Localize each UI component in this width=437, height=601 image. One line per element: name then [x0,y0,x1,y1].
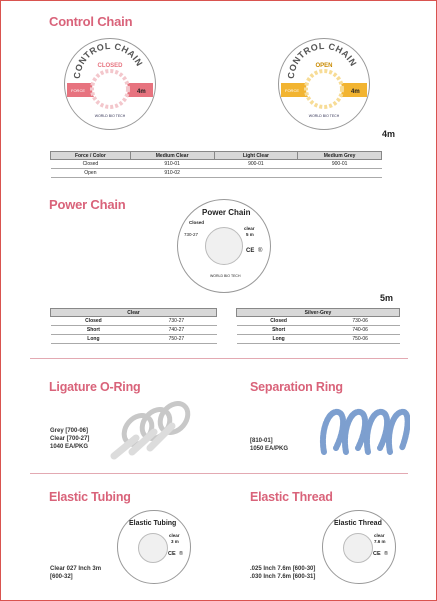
separation-line: [810-01] [250,438,273,444]
control-chain-open-arc: CONTROL CHAIN [285,40,359,80]
control-chain-open-force: FORCE [285,88,299,93]
thread-title: Elastic Thread [250,490,333,504]
table-cell: 900-01 [214,160,298,169]
tubing-line: Clear 027 Inch 3m [50,566,102,572]
section-divider [30,358,408,359]
power-reel-length: 5 m [246,232,254,237]
table-row [51,317,217,326]
control-table-header: Medium Clear [130,152,214,160]
table-cell [298,169,382,178]
ligature-title: Ligature O-Ring [49,380,141,394]
control-chain-length: 4m [382,129,396,139]
control-chain-open-length: 4m [351,89,360,95]
tubing-reel-clear: clear [169,533,180,538]
table-row [51,160,382,169]
control-chain-closed-label: CLOSED [97,63,123,69]
table-cell: Short [51,326,137,335]
control-chain-open-maker: WORLD BIO TECH [308,114,340,118]
power-table-clear-header: Clear [51,309,217,317]
tubing-reel-title: Elastic Tubing [129,520,177,527]
table-cell: 900-01 [298,160,382,169]
table-cell: Long [51,335,137,344]
table-cell: Closed [237,317,321,326]
table-cell: 750-27 [136,335,216,344]
power-chain-table-clear [50,308,217,344]
power-table-grey-header: Silver-Grey [237,309,400,317]
table-cell: 740-27 [136,326,216,335]
table-cell: Closed [51,160,131,169]
table-cell: Short [237,326,321,335]
thread-line: .025 Inch 7.6m [600-30] [250,566,316,572]
table-row [237,326,400,335]
power-chain-table-grey [236,308,400,344]
table-cell: 730-27 [136,317,216,326]
table-cell: Open [51,169,131,178]
tubing-reel-mark: ® [179,551,184,557]
power-reel-sub: Closed [189,220,205,225]
power-chain-length: 5m [380,293,394,303]
table-row [51,169,382,178]
control-chain-closed-force: FORCE [71,88,85,93]
power-reel-ce: CE [246,248,255,254]
control-chain-closed-arc: CONTROL CHAIN [71,40,145,80]
control-chain-title: Control Chain [49,14,133,29]
thread-reel-hole [343,533,373,563]
thread-reel-title: Elastic Thread [334,520,382,527]
control-chain-closed-maker: WORLD BIO TECH [94,114,126,118]
thread-reel-length: 7.6 m [374,539,386,544]
table-cell: 750-06 [321,335,400,344]
control-chain-closed-length: 4m [137,89,146,95]
ligature-line: Clear [700-27] [50,436,90,442]
control-table-header: Force / Color [51,152,131,160]
thread-reel-clear: clear [374,533,385,538]
control-chain-table [50,151,382,178]
tubing-line: [600-32] [50,574,73,580]
tubing-reel [117,510,191,584]
table-cell: 910-01 [130,160,214,169]
power-reel-title: Power Chain [202,208,251,217]
thread-reel-mark: ® [384,551,389,557]
control-chain-open-label: OPEN [315,63,333,69]
table-row [51,326,217,335]
control-chain-reel-open-art [279,39,369,129]
table-cell: Long [237,335,321,344]
ligature-o-ring-image [110,398,206,460]
table-cell: 910-02 [130,169,214,178]
ligature-line: 1040 EA/PKG [50,444,89,450]
control-chain-reel-open [278,38,370,130]
power-reel-mark: ® [258,248,263,254]
power-reel-clear: clear [244,226,255,231]
tubing-reel-length: 3 m [171,539,179,544]
thread-reel [322,510,396,584]
section-divider [30,473,408,474]
table-cell: 730-06 [321,317,400,326]
power-chain-title: Power Chain [49,197,126,212]
thread-line: .030 Inch 7.6m [600-31] [250,574,316,580]
tubing-title: Elastic Tubing [49,490,131,504]
power-reel-code: 730-27 [184,232,199,237]
control-chain-reel-closed-art [65,39,155,129]
control-table-header: Light Clear [214,152,298,160]
separation-ring-image [318,402,410,460]
control-table-header: Medium Grey [298,152,382,160]
separation-line: 1050 EA/PKG [250,446,289,452]
power-reel-hole [205,227,243,265]
power-chain-reel [177,199,271,293]
table-cell: 740-06 [321,326,400,335]
tubing-reel-ce: CE [168,551,176,557]
thread-reel-ce: CE [373,551,381,557]
ligature-line: Grey [700-06] [50,428,89,434]
table-row [237,317,400,326]
table-row [51,335,217,344]
power-reel-maker: WORLD BIO TECH [210,274,241,278]
table-cell: Closed [51,317,137,326]
separation-title: Separation Ring [250,380,343,394]
control-chain-reel-closed [64,38,156,130]
tubing-reel-hole [138,533,168,563]
table-row [237,335,400,344]
table-cell [214,169,298,178]
